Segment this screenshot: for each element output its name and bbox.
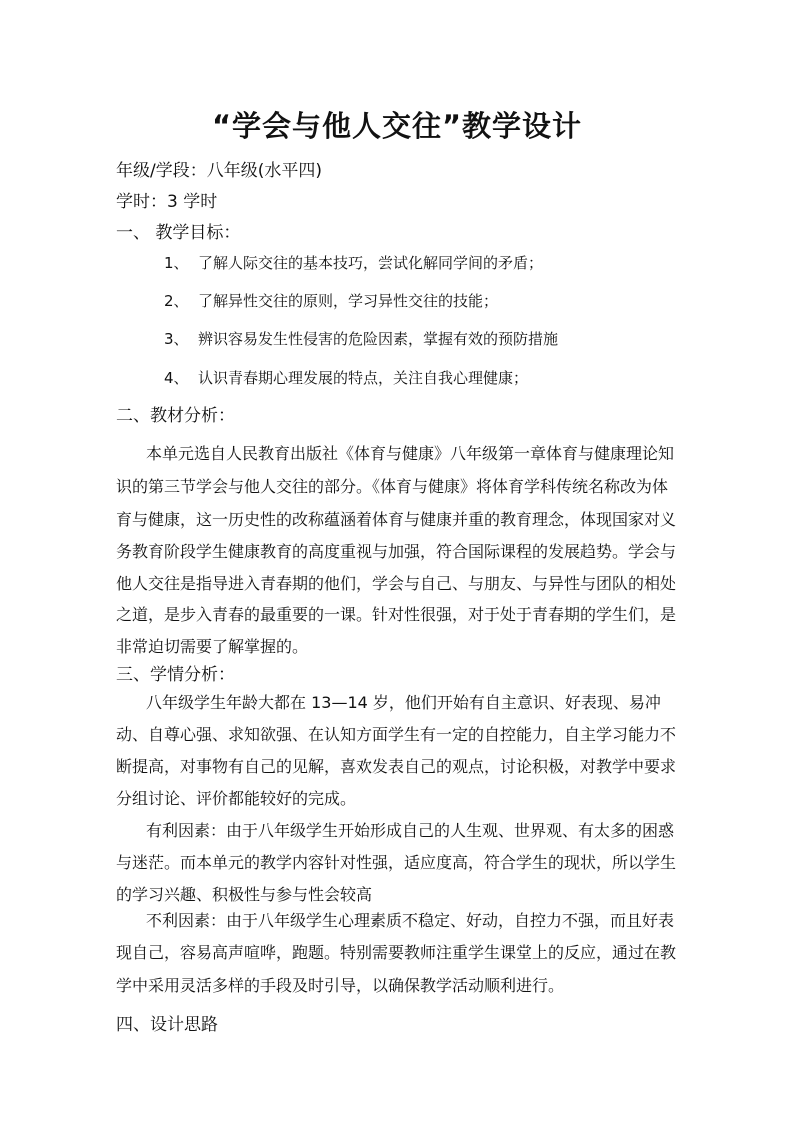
paragraph-line: 不利因素：由于八年级学生心理素质不稳定、好动，自控力不强，而且好表 bbox=[146, 911, 675, 930]
paragraph-line: 学中采用灵活多样的手段及时引导，以确保教学活动顺利进行。 bbox=[116, 976, 565, 995]
paragraph-line: 八年级学生年龄大都在 13—14 岁，他们开始有自主意识、好表现、易冲 bbox=[146, 693, 661, 712]
goal-number: 1、 bbox=[164, 254, 189, 272]
goal-number: 4、 bbox=[164, 369, 189, 387]
goal-text: 认识青春期心理发展的特点，关注自我心理健康； bbox=[198, 369, 529, 387]
goal-text: 了解异性交往的原则，学习异性交往的技能； bbox=[198, 292, 499, 310]
goals-heading: 一、 教学目标： bbox=[116, 223, 241, 243]
materials-heading: 二、教材分析： bbox=[116, 406, 235, 426]
goal-text: 了解人际交往的基本技巧，尝试化解同学间的矛盾； bbox=[198, 254, 544, 272]
paragraph-line: 的学习兴趣、积极性与参与性会较高 bbox=[116, 885, 373, 904]
paragraph-line: 动、自尊心强、求知欲强、在认知方面学生有一定的自控能力，自主学习能力不 bbox=[116, 725, 677, 744]
paragraph-line: 识的第三节学会与他人交往的部分。《体育与健康》将体育学科传统名称改为体 bbox=[116, 477, 669, 496]
goal-text: 辨识容易发生性侵害的危险因素，掌握有效的预防措施 bbox=[198, 330, 559, 348]
paragraph-line: 断提高，对事物有自己的见解，喜欢发表自己的观点，讨论积极，对教学中要求 bbox=[116, 757, 677, 776]
paragraph-line: 分组讨论、评价都能较好的完成。 bbox=[116, 789, 357, 808]
paragraph-line: 育与健康，这一历史性的改称蕴涵着体育与健康并重的教育理念，体现国家对义 bbox=[116, 510, 677, 529]
learners-heading: 三、学情分析： bbox=[116, 665, 235, 685]
paragraph-line: 与迷茫。而本单元的教学内容针对性强，适应度高，符合学生的现状，所以学生 bbox=[116, 853, 677, 872]
grade-line: 年级/学段：八年级(水平四) bbox=[116, 161, 322, 181]
goal-number: 3、 bbox=[164, 330, 189, 348]
paragraph-line: 务教育阶段学生健康教育的高度重视与加强，符合国际课程的发展趋势。学会与 bbox=[116, 542, 677, 561]
hours-line: 学时：3 学时 bbox=[116, 192, 218, 212]
paragraph-line: 现自己，容易高声喧哗，跑题。特别需要教师注重学生课堂上的反应，通过在教 bbox=[116, 943, 677, 962]
design-heading: 四、设计思路 bbox=[116, 1015, 218, 1035]
paragraph-line: 非常迫切需要了解掌握的。 bbox=[116, 637, 309, 656]
paragraph-line: 他人交往是指导进入青春期的他们，学会与自己、与朋友、与异性与团队的相处 bbox=[116, 574, 677, 593]
goal-number: 2、 bbox=[164, 292, 189, 310]
document-title: “学会与他人交往”教学设计 bbox=[211, 109, 583, 143]
paragraph-line: 本单元选自人民教育出版社《体育与健康》八年级第一章体育与健康理论知 bbox=[146, 444, 675, 463]
paragraph-line: 有利因素：由于八年级学生开始形成自己的人生观、世界观、有太多的困惑 bbox=[146, 821, 675, 840]
paragraph-line: 之道，是步入青春的最重要的一课。针对性很强，对于处于青春期的学生们，是 bbox=[116, 605, 677, 624]
